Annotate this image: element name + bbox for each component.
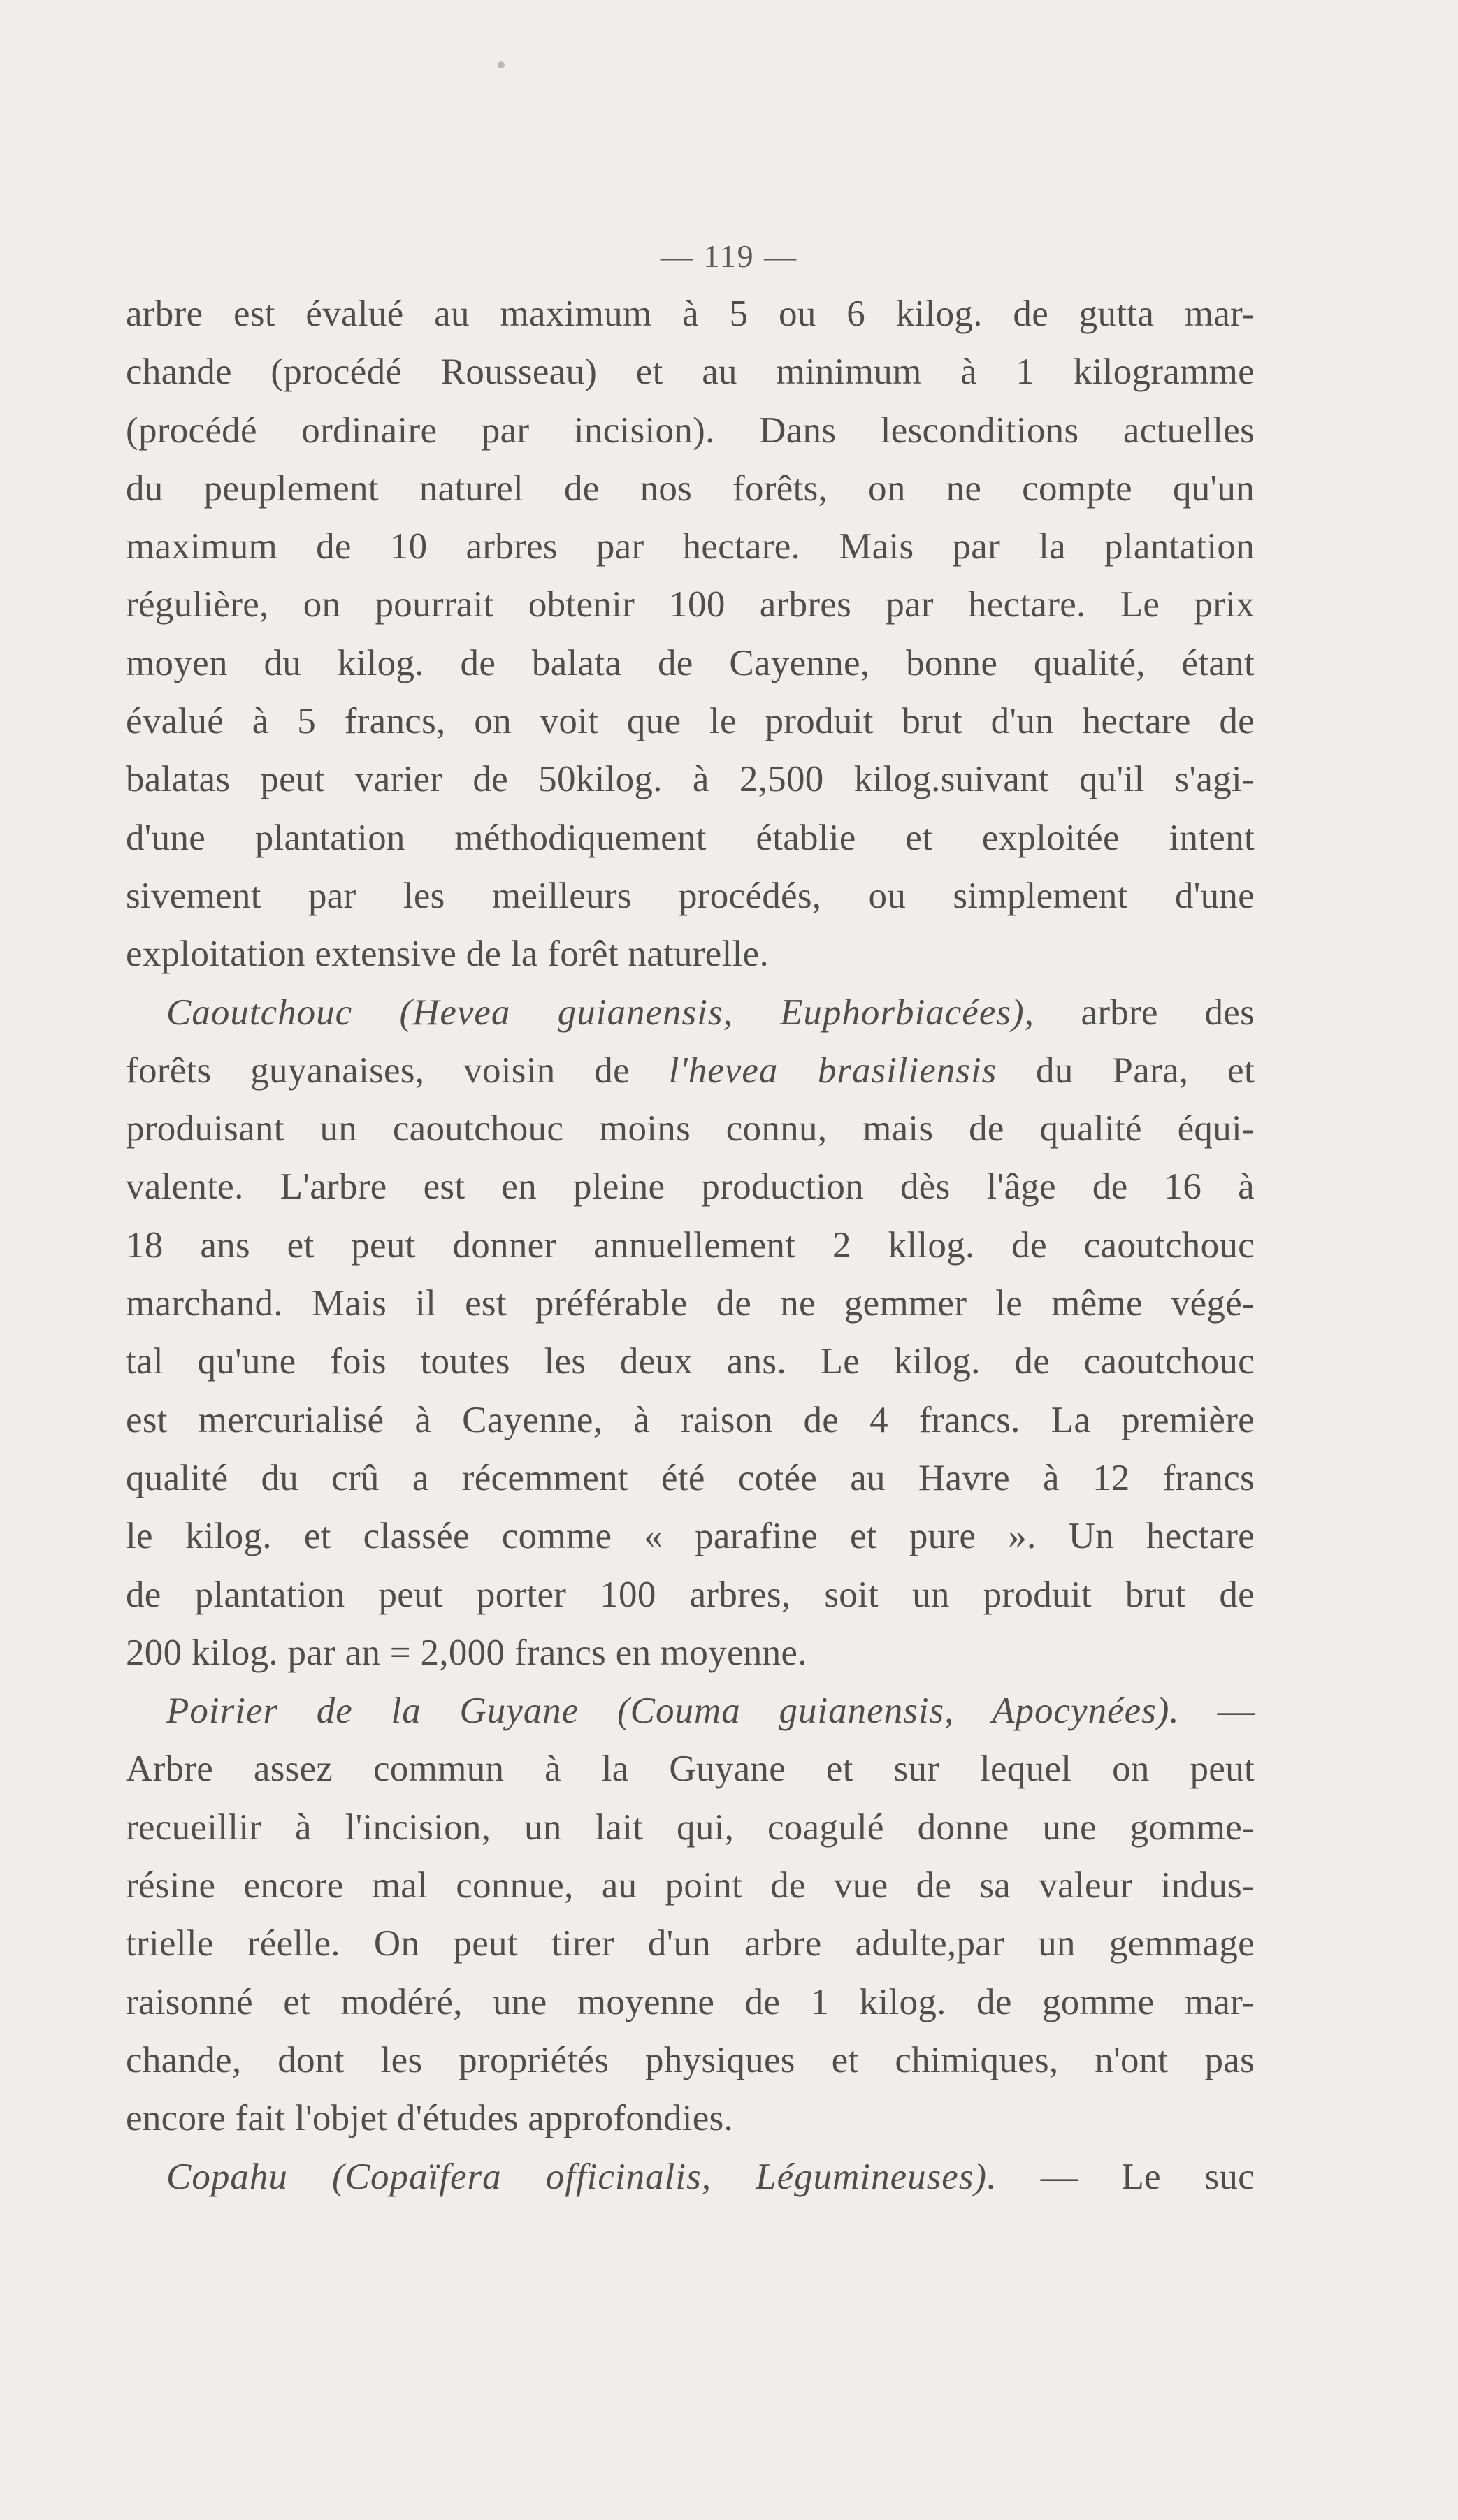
text-run: forêts guyanaises, voisin de (126, 1050, 669, 1091)
text-run: — Le suc (997, 2156, 1255, 2197)
text-run: tal qu'une fois toutes les deux ans. Le kilog. de caoutchouc (126, 1341, 1255, 1382)
text-line (126, 1158, 1255, 1216)
text-line (126, 1915, 1255, 1973)
text-line (126, 867, 1255, 925)
text-run: valente. L'arbre est en pleine production dès l'âge de 16 à (126, 1166, 1255, 1208)
text-run: de plantation peut porter 100 arbres, soit un produit brut de (126, 1574, 1255, 1615)
text-line (126, 1391, 1255, 1449)
text-line (126, 1217, 1255, 1275)
italic-run: Copahu (Copaïfera officinalis, Légumineuses). (166, 2156, 997, 2197)
text-run: (procédé ordinaire par incision). Dans lesconditions actuelles (126, 410, 1255, 451)
text-run: sivement par les meilleurs procédés, ou simplement d'une (126, 875, 1255, 916)
italic-run: l'hevea brasiliensis (668, 1050, 997, 1091)
text-line (126, 285, 1255, 343)
text-run: d'une plantation méthodiquement établie et exploitée intent (126, 817, 1255, 858)
text-line (126, 1566, 1255, 1624)
text-line (126, 925, 1255, 983)
text-run: moyen du kilog. de balata de Cayenne, bonne qualité, étant (126, 642, 1255, 683)
text-line (126, 1857, 1255, 1915)
text-run: recueillir à l'incision, un lait qui, coagulé donne une gomme- (126, 1806, 1255, 1848)
text-run: exploitation extensive de la forêt naturelle. (126, 934, 770, 975)
text-run: 200 kilog. par an = 2,000 francs en moyenne. (126, 1632, 807, 1673)
text-line (126, 1042, 1255, 1100)
italic-run: Caoutchouc (Hevea guianensis, Euphorbiacées), (166, 992, 1034, 1033)
text-run: Arbre assez commun à la Guyane et sur lequel on peut (126, 1748, 1255, 1790)
text-run: maximum de 10 arbres par hectare. Mais par la plantation (126, 526, 1255, 567)
text-run: est mercurialisé à Cayenne, à raison de 4 francs. La première (126, 1399, 1255, 1440)
text-line (126, 1333, 1255, 1391)
text-run: du Para, et (997, 1050, 1255, 1091)
text-run: qualité du crû a récemment été cotée au Havre à 12 francs (126, 1457, 1255, 1498)
text-run: — (1179, 1690, 1255, 1732)
italic-run: Poirier de la Guyane (Couma guianensis, Apocynées). (166, 1690, 1180, 1732)
text-run: raisonné et modéré, une moyenne de 1 kilog. de gomme mar- (126, 1981, 1255, 2022)
text-line (126, 693, 1255, 751)
text-line (126, 1275, 1255, 1333)
text-line (126, 984, 1255, 1042)
text-line (126, 635, 1255, 693)
text-run: chande, dont les propriétés physiques et chimiques, n'ont pas (126, 2039, 1255, 2080)
text-run: balatas peut varier de 50kilog. à 2,500 kilog.suivant qu'il s'agi- (126, 759, 1255, 800)
text-run: produisant un caoutchouc moins connu, mais de qualité équi- (126, 1108, 1255, 1150)
text-run: encore fait l'objet d'études approfondies. (126, 2098, 734, 2139)
text-run: le kilog. et classée comme « parafine et pure ». Un hectare (126, 1516, 1255, 1557)
text-run: arbre des (1034, 992, 1255, 1033)
text-line (126, 1799, 1255, 1857)
text-run: chande (procédé Rousseau) et au minimum à 1 kilogramme (126, 352, 1255, 393)
text-line (126, 809, 1255, 867)
text-line (126, 1624, 1255, 1682)
text-line (126, 1682, 1255, 1740)
text-line (126, 1740, 1255, 1798)
text-line (126, 2148, 1255, 2206)
text-run: évalué à 5 francs, on voit que le produit brut d'un hectare de (126, 701, 1255, 742)
text-line (126, 343, 1255, 401)
text-run: résine encore mal connue, au point de vue de sa valeur indus- (126, 1865, 1255, 1906)
text-run: trielle réelle. On peut tirer d'un arbre adulte,par un gemmage (126, 1923, 1255, 1964)
text-line (126, 2090, 1255, 2148)
text-run: régulière, on pourrait obtenir 100 arbres par hectare. Le prix (126, 584, 1255, 625)
text-line (126, 751, 1255, 809)
body-text (126, 285, 1255, 2206)
text-line (126, 1507, 1255, 1565)
ink-speck (498, 61, 505, 68)
text-run: marchand. Mais il est préférable de ne gemmer le même végé- (126, 1283, 1255, 1324)
text-line (126, 402, 1255, 460)
text-line (126, 1449, 1255, 1507)
text-line (126, 460, 1255, 518)
text-line (126, 518, 1255, 576)
text-line (126, 2032, 1255, 2090)
text-run: arbre est évalué au maximum à 5 ou 6 kilog. de gutta mar- (126, 294, 1255, 334)
text-run: 18 ans et peut donner annuellement 2 kllog. de caoutchouc (126, 1224, 1255, 1266)
page-number: — 119 — (660, 238, 798, 274)
text-line (126, 1100, 1255, 1158)
text-line (126, 576, 1255, 634)
text-line (126, 1974, 1255, 2032)
text-run: du peuplement naturel de nos forêts, on ne compte qu'un (126, 468, 1255, 509)
